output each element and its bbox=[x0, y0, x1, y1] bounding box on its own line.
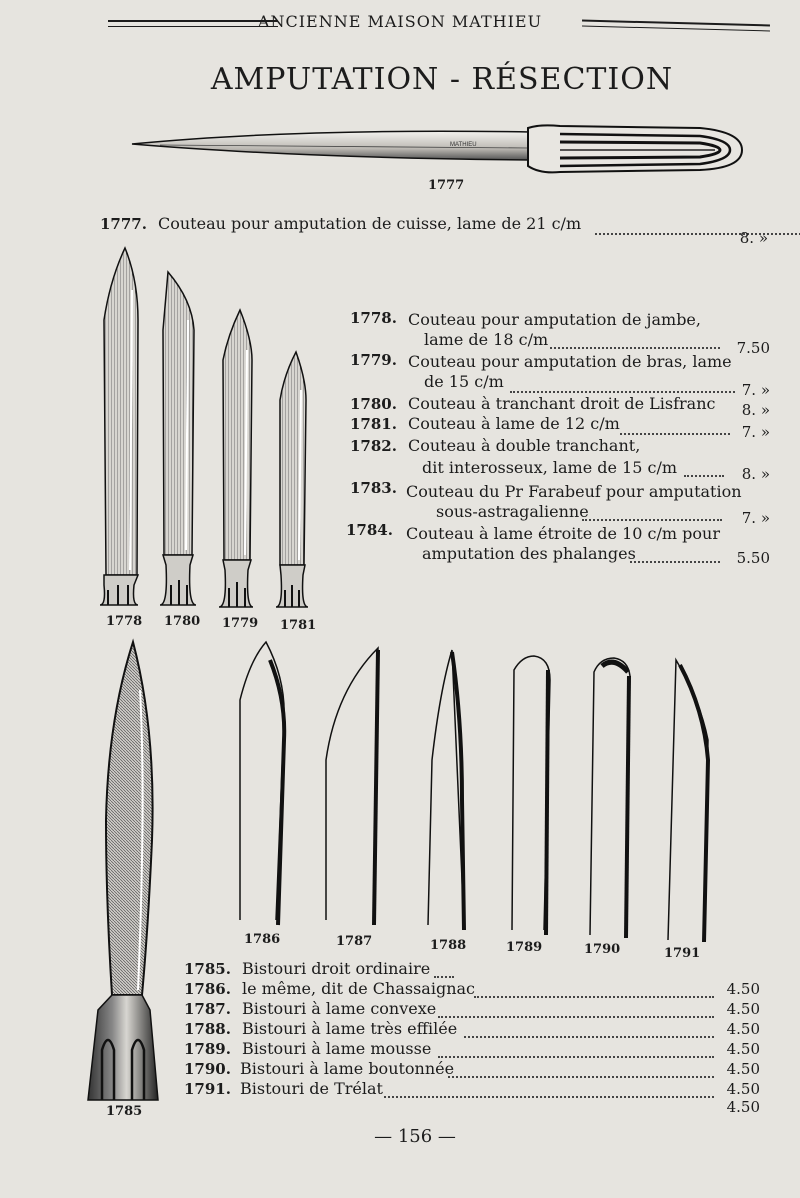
item-price: 4.50 bbox=[726, 1098, 760, 1116]
item-description: Couteau pour amputation de cuisse, lame de 21 c/m bbox=[158, 214, 582, 233]
item-number: 1777. bbox=[100, 215, 147, 233]
item-number: 1781. bbox=[350, 415, 397, 433]
item-price: 7.50 bbox=[736, 339, 770, 357]
item-description: Bistouri à lame mousse bbox=[242, 1039, 432, 1058]
item-price: 7. » bbox=[741, 381, 770, 399]
item-description-continued: sous-astragalienne bbox=[436, 502, 589, 521]
item-price: 4.50 bbox=[726, 1060, 760, 1078]
item-description: Bistouri à lame très effilée bbox=[242, 1019, 458, 1038]
entry-1785 bbox=[184, 959, 760, 979]
leader-dots bbox=[438, 1015, 714, 1018]
item-price: 8. » bbox=[739, 229, 768, 247]
item-number: 1778. bbox=[350, 309, 397, 327]
figure-label-1778: 1778 bbox=[106, 614, 143, 629]
page-title: AMPUTATION - RÉSECTION bbox=[210, 62, 674, 97]
item-description: Couteau du Pr Farabeuf pour amputation bbox=[406, 482, 742, 501]
header-house-name: ANCIENNE MAISON MATHIEU bbox=[257, 12, 543, 31]
entry-1787 bbox=[184, 999, 760, 1019]
entry-1786 bbox=[184, 979, 760, 999]
figure-label-1779: 1779 bbox=[222, 616, 259, 631]
entry-1790 bbox=[184, 1059, 760, 1079]
leader-dots bbox=[448, 1075, 714, 1078]
figure-label-1789: 1789 bbox=[506, 940, 543, 955]
item-price: 4.50 bbox=[726, 1020, 760, 1038]
maker-engraving: MATHIEU bbox=[450, 142, 477, 148]
entry-1788 bbox=[184, 1019, 760, 1039]
figure-label-1781: 1781 bbox=[280, 618, 317, 633]
entry-1789 bbox=[184, 1039, 760, 1059]
item-description: Couteau à lame de 12 c/m bbox=[408, 414, 620, 433]
item-price: 7. » bbox=[741, 509, 770, 527]
leader-dots bbox=[438, 1055, 714, 1058]
entry-1791 bbox=[184, 1079, 760, 1099]
item-description: le même, dit de Chassaignac bbox=[242, 979, 476, 998]
item-number: 1780. bbox=[350, 395, 397, 413]
item-price: 4.50 bbox=[726, 980, 760, 998]
leader-dots bbox=[464, 1035, 714, 1038]
item-description: Couteau à double tranchant, bbox=[408, 436, 641, 455]
item-number: 1784. bbox=[346, 521, 393, 539]
item-price: 4.50 bbox=[726, 1080, 760, 1098]
figure-label-1777: 1777 bbox=[428, 178, 465, 193]
figure-label-1780: 1780 bbox=[164, 614, 201, 629]
item-description-continued: de 15 c/m bbox=[424, 372, 504, 391]
item-price: 4.50 bbox=[726, 1000, 760, 1018]
item-description: Couteau à lame étroite de 10 c/m pour bbox=[406, 524, 720, 543]
item-number: 1789. bbox=[184, 1040, 231, 1058]
item-number: 1791. bbox=[184, 1080, 231, 1098]
entry-1785-price bbox=[184, 1097, 760, 1117]
figure-label-1790: 1790 bbox=[584, 942, 621, 957]
leader-dots bbox=[434, 975, 454, 978]
item-description-continued: dit interosseux, lame de 15 c/m bbox=[422, 458, 678, 477]
figure-label-1788: 1788 bbox=[430, 938, 467, 953]
figure-label-1791: 1791 bbox=[664, 946, 701, 961]
page-number: — 156 — bbox=[374, 1126, 456, 1147]
item-price: 4.50 bbox=[726, 1040, 760, 1058]
item-description-continued: amputation des phalanges bbox=[422, 544, 636, 563]
item-description: Bistouri à lame boutonnée bbox=[240, 1059, 455, 1078]
item-price: 8. » bbox=[741, 465, 770, 483]
figure-label-1787: 1787 bbox=[336, 934, 373, 949]
item-price: 5.50 bbox=[736, 549, 770, 567]
item-description: Couteau à tranchant droit de Lisfranc bbox=[408, 394, 716, 413]
leader-dots bbox=[474, 995, 714, 998]
item-description-continued: lame de 18 c/m bbox=[424, 330, 549, 349]
item-price: 7. » bbox=[741, 423, 770, 441]
item-number: 1783. bbox=[350, 479, 397, 497]
item-number: 1790. bbox=[184, 1060, 231, 1078]
item-price: 8. » bbox=[741, 401, 770, 419]
figure-label-1785: 1785 bbox=[106, 1104, 143, 1119]
item-description: Bistouri à lame convexe bbox=[242, 999, 437, 1018]
item-number: 1782. bbox=[350, 437, 397, 455]
item-description: Bistouri droit ordinaire bbox=[242, 959, 431, 978]
item-number: 1788. bbox=[184, 1020, 231, 1038]
item-number: 1779. bbox=[350, 351, 397, 369]
figure-label-1786: 1786 bbox=[244, 932, 281, 947]
item-number: 1787. bbox=[184, 1000, 231, 1018]
item-description: Bistouri de Trélat bbox=[240, 1079, 383, 1098]
item-number: 1785. bbox=[184, 960, 231, 978]
item-description: Couteau pour amputation de bras, lame bbox=[408, 352, 732, 371]
item-number: 1786. bbox=[184, 980, 231, 998]
item-description: Couteau pour amputation de jambe, bbox=[408, 310, 701, 329]
